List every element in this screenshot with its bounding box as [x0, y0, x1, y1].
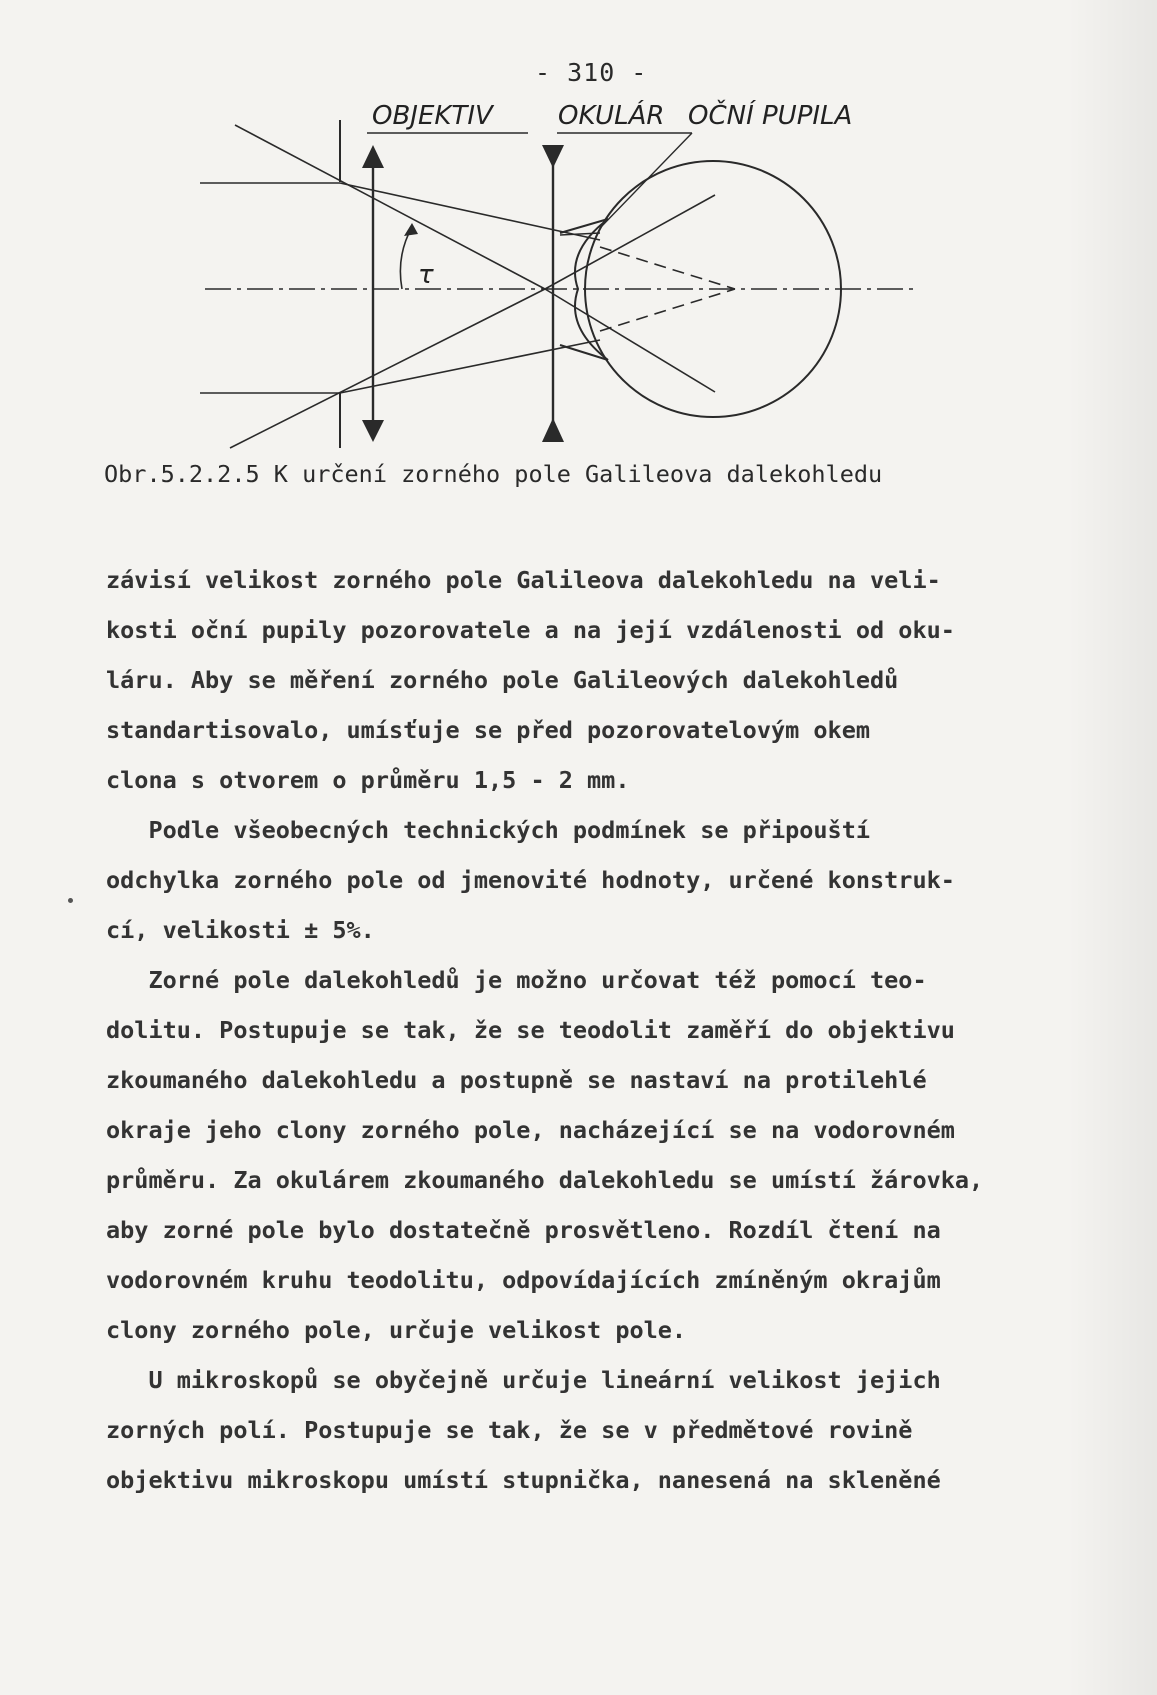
objective-arrow-bottom	[362, 420, 384, 442]
text-line: odchylka zorného pole od jmenovité hodnoty, určené konstruk-	[106, 866, 955, 894]
body-text	[106, 555, 1066, 1505]
galilean-telescope-diagram	[0, 0, 1157, 470]
paragraph	[106, 1355, 1066, 1505]
text-line: standartisovalo, umísťuje se před pozorovatelovým okem	[106, 716, 871, 744]
ray-2	[230, 289, 545, 448]
text-line: zorných polí. Postupuje se tak, že se v předmětové rovině	[106, 1416, 913, 1444]
text-line: objektivu mikroskopu umístí stupnička, nanesená na skleněné	[106, 1466, 941, 1494]
eyepiece-arrow-top	[542, 145, 564, 168]
dashed-ray-lower	[600, 289, 735, 331]
objective-arrow-top	[362, 145, 384, 168]
text-line: průměru. Za okulárem zkoumaného dalekohledu se umístí žárovka,	[106, 1166, 984, 1194]
text-line: vodorovném kruhu teodolitu, odpovídajících zmíněným okrajům	[106, 1266, 941, 1294]
page-number: - 310 -	[535, 58, 648, 87]
tau-arrow	[404, 223, 418, 236]
text-line: aby zorné pole bylo dostatečně prosvětleno. Rozdíl čtení na	[106, 1216, 941, 1244]
ray-8	[545, 289, 715, 392]
eyepiece-arrow-bottom	[542, 418, 564, 442]
text-line: kosti oční pupily pozorovatele a na její vzdálenosti od oku-	[106, 616, 955, 644]
text-line: cí, velikosti ± 5%.	[106, 916, 375, 944]
text-line: závisí velikost zorného pole Galileova dalekohledu na veli-	[106, 566, 941, 594]
label-angle-tau: τ	[418, 260, 434, 290]
ray-4	[340, 183, 600, 240]
text-line: Zorné pole dalekohledů je možno určovat též pomocí teo-	[106, 966, 927, 994]
label-eye-pupil: OČNÍ PUPILA	[688, 101, 853, 131]
pupil-leader	[600, 133, 692, 228]
text-line: U mikroskopů se obyčejně určuje lineární velikost jejich	[106, 1366, 941, 1394]
text-line: Podle všeobecných technických podmínek se připouští	[106, 816, 871, 844]
text-line: clona s otvorem o průměru 1,5 - 2 mm.	[106, 766, 630, 794]
figure-caption: Obr.5.2.2.5 K určení zorného pole Galileova dalekohledu	[104, 460, 883, 488]
paragraph	[106, 805, 1066, 955]
ray-1	[235, 125, 545, 289]
margin-mark	[68, 898, 73, 903]
text-line: zkoumaného dalekohledu a postupně se nastaví na protilehlé	[106, 1066, 927, 1094]
text-line: dolitu. Postupuje se tak, že se teodolit zaměří do objektivu	[106, 1016, 955, 1044]
tau-angle-arc	[400, 227, 412, 289]
text-line: okraje jeho clony zorného pole, nacházející se na vodorovném	[106, 1116, 955, 1144]
ray-6	[340, 340, 600, 393]
dashed-ray-upper	[600, 247, 735, 289]
paragraph	[106, 955, 1066, 1355]
text-line: láru. Aby se měření zorného pole Galileových dalekohledů	[106, 666, 899, 694]
paragraph	[106, 555, 1066, 805]
label-eyepiece: OKULÁR	[558, 101, 665, 131]
ray-7	[545, 195, 715, 289]
label-objective: OBJEKTIV	[372, 101, 493, 131]
text-line: clony zorného pole, určuje velikost pole.	[106, 1316, 687, 1344]
